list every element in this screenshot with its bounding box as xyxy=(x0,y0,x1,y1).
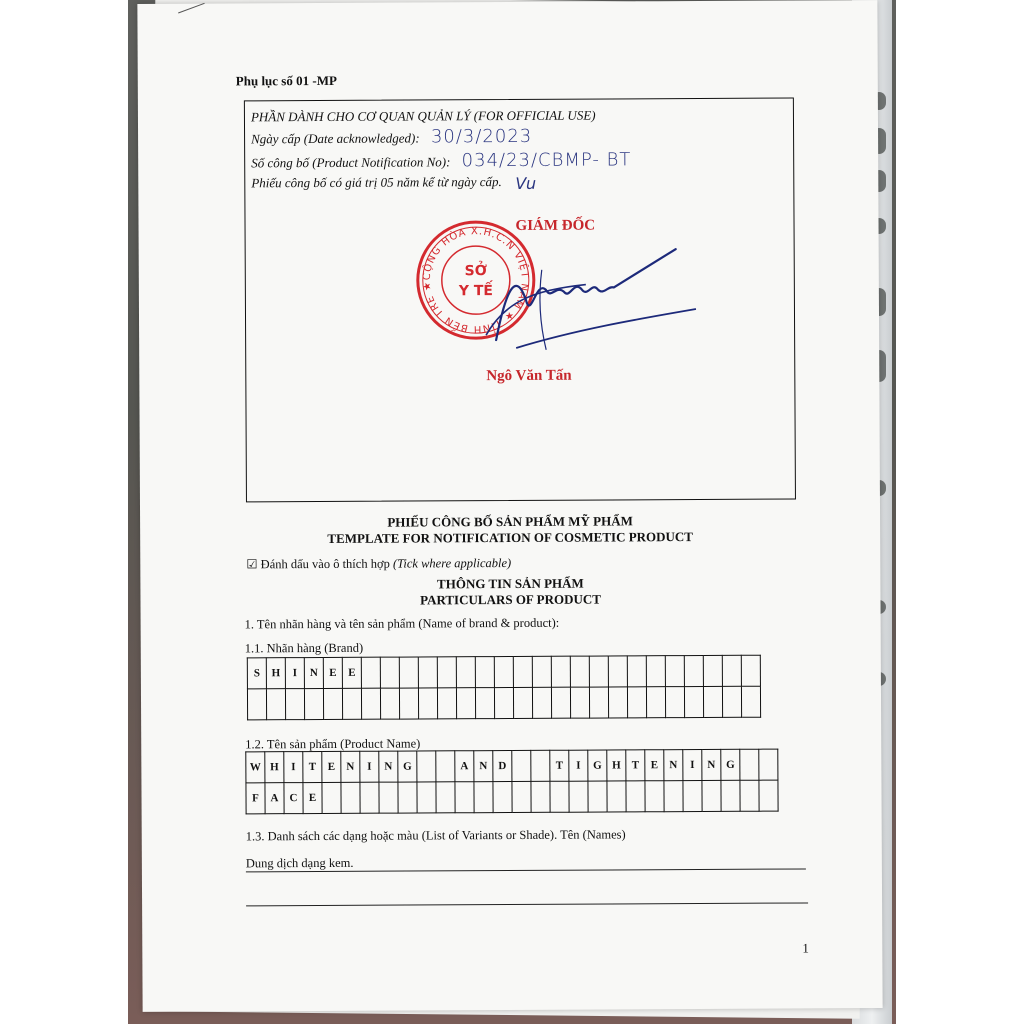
letter-cell xyxy=(417,751,436,782)
letter-cell xyxy=(741,655,760,686)
product-name-grid xyxy=(245,749,778,815)
letter-cell xyxy=(702,780,721,811)
letter-cell xyxy=(342,688,361,719)
letter-cell: N xyxy=(474,751,493,782)
variant-value: Dung dịch dạng kem. xyxy=(245,855,354,871)
letter-cell xyxy=(436,782,455,813)
letter-cell xyxy=(588,781,607,812)
official-use-header: PHẦN DÀNH CHO CƠ QUAN QUẢN LÝ (FOR OFFICIAL USE) xyxy=(250,107,596,125)
letter-cell: H xyxy=(607,750,626,781)
date-acknowledged-row xyxy=(251,126,532,148)
letter-cell xyxy=(455,782,474,813)
letter-cell xyxy=(665,656,684,687)
item-1-1-label: 1.1. Nhãn hàng (Brand) xyxy=(244,640,364,656)
section-title-vi: THÔNG TIN SẢN PHẨM xyxy=(436,575,584,592)
letter-cell: E xyxy=(303,782,322,813)
letter-cell xyxy=(418,657,437,688)
letter-cell: I xyxy=(360,751,379,782)
letter-cell xyxy=(494,656,513,687)
letter-cell: N xyxy=(702,749,721,780)
letter-cell xyxy=(703,686,722,717)
grid-row xyxy=(246,749,778,783)
letter-cell: T xyxy=(626,750,645,781)
letter-cell xyxy=(436,751,455,782)
item-1-label: 1. Tên nhãn hàng và tên sản phẩm (Name of brand & product): xyxy=(244,615,560,632)
grid-row xyxy=(247,655,760,689)
annex-label: Phụ lục số 01 -MP xyxy=(235,72,337,89)
letter-cell: N xyxy=(304,657,323,688)
date-acknowledged-value: 30/3/2023 xyxy=(430,125,533,148)
section-title-en: PARTICULARS OF PRODUCT xyxy=(420,591,601,608)
letter-cell: D xyxy=(493,750,512,781)
letter-cell: I xyxy=(285,658,304,689)
letter-cell xyxy=(531,781,550,812)
official-use-box xyxy=(244,98,796,503)
notification-number-value: 034/23/CBMP- BT xyxy=(461,149,632,172)
signer-name: Ngô Văn Tấn xyxy=(486,367,572,385)
stamp-center-line1: SỞ xyxy=(464,263,487,280)
brand-grid xyxy=(247,655,761,721)
letter-cell xyxy=(399,688,418,719)
letter-cell: G xyxy=(588,750,607,781)
handwritten-initial: Vu xyxy=(515,173,537,193)
letter-cell xyxy=(512,750,531,781)
background-right xyxy=(896,0,1024,1024)
letter-cell xyxy=(474,782,493,813)
letter-cell xyxy=(589,656,608,687)
letter-cell xyxy=(759,780,778,811)
letter-cell xyxy=(247,689,266,720)
letter-cell xyxy=(379,782,398,813)
notification-number-row xyxy=(251,149,631,172)
letter-cell xyxy=(322,782,341,813)
letter-cell xyxy=(398,782,417,813)
letter-cell: E xyxy=(342,657,361,688)
letter-cell xyxy=(323,688,342,719)
letter-cell: I xyxy=(284,752,303,783)
letter-cell: S xyxy=(247,658,266,689)
letter-cell xyxy=(646,656,665,687)
letter-cell xyxy=(607,781,626,812)
letter-cell xyxy=(512,781,531,812)
letter-cell: E xyxy=(645,750,664,781)
director-title: GIÁM ĐỐC xyxy=(515,217,596,234)
letter-cell: E xyxy=(323,657,342,688)
letter-cell xyxy=(418,688,437,719)
letter-cell xyxy=(570,656,589,687)
pencil-mark xyxy=(178,3,205,14)
letter-cell xyxy=(722,686,741,717)
letter-cell: H xyxy=(266,658,285,689)
letter-cell: T xyxy=(303,751,322,782)
letter-cell: T xyxy=(550,750,569,781)
letter-cell xyxy=(361,688,380,719)
letter-cell: N xyxy=(341,751,360,782)
letter-cell xyxy=(361,657,380,688)
letter-cell xyxy=(341,782,360,813)
letter-cell xyxy=(740,780,759,811)
letter-cell xyxy=(684,686,703,717)
letter-cell xyxy=(683,780,702,811)
letter-cell xyxy=(551,687,570,718)
letter-cell xyxy=(437,657,456,688)
stamp-ring-text: CỘNG HÒA X.H.C.N VIỆT NAM ★ TỈNH BẾN TRE ★ xyxy=(421,226,530,335)
letter-cell xyxy=(493,781,512,812)
grid-row xyxy=(246,780,778,814)
letter-cell xyxy=(608,656,627,687)
letter-cell xyxy=(399,657,418,688)
letter-cell: I xyxy=(683,749,702,780)
letter-cell xyxy=(721,780,740,811)
letter-cell xyxy=(475,657,494,688)
letter-cell: G xyxy=(721,749,740,780)
letter-cell xyxy=(703,655,722,686)
letter-cell xyxy=(266,689,285,720)
letter-cell xyxy=(589,687,608,718)
form-title-en: TEMPLATE FOR NOTIFICATION OF COSMETIC PRODUCT xyxy=(327,529,693,546)
letter-cell xyxy=(722,655,741,686)
letter-cell: I xyxy=(569,750,588,781)
letter-cell xyxy=(664,781,683,812)
letter-cell: F xyxy=(246,783,265,814)
tick-instruction-vi: Đánh dấu vào ô thích hợp xyxy=(260,556,390,572)
letter-cell xyxy=(569,781,588,812)
letter-cell: E xyxy=(322,751,341,782)
letter-cell: N xyxy=(379,751,398,782)
letter-cell xyxy=(741,686,760,717)
letter-cell xyxy=(285,689,304,720)
letter-cell xyxy=(417,782,436,813)
letter-cell xyxy=(532,687,551,718)
validity-note: Phiếu công bố có giá trị 05 năm kể từ ngày cấp. xyxy=(251,174,502,191)
item-1-2-label: 1.2. Tên sản phẩm (Product Name) xyxy=(245,736,421,752)
letter-cell xyxy=(665,687,684,718)
notification-number-label: Số công bố (Product Notification No): xyxy=(251,154,451,171)
letter-cell xyxy=(456,688,475,719)
letter-cell xyxy=(437,688,456,719)
letter-cell xyxy=(494,687,513,718)
variant-rule-2 xyxy=(246,902,808,906)
letter-cell xyxy=(532,656,551,687)
letter-cell: W xyxy=(246,752,265,783)
date-acknowledged-label: Ngày cấp (Date acknowledged): xyxy=(251,130,420,147)
letter-cell xyxy=(360,782,379,813)
letter-cell: N xyxy=(664,750,683,781)
form-title-vi: PHIẾU CÔNG BỐ SẢN PHẨM MỸ PHẨM xyxy=(387,513,633,530)
letter-cell: H xyxy=(265,752,284,783)
checked-box-icon: ☑ xyxy=(246,557,258,572)
letter-cell xyxy=(513,687,532,718)
letter-cell xyxy=(684,655,703,686)
letter-cell: A xyxy=(455,751,474,782)
letter-cell xyxy=(531,750,550,781)
letter-cell xyxy=(759,749,778,780)
grid-row xyxy=(247,686,760,720)
letter-cell xyxy=(570,687,589,718)
tick-instruction-en: (Tick where applicable) xyxy=(392,555,512,571)
letter-cell xyxy=(627,656,646,687)
letter-cell xyxy=(550,781,569,812)
letter-cell xyxy=(551,656,570,687)
letter-cell xyxy=(627,687,646,718)
page-number: 1 xyxy=(802,940,809,956)
document-page xyxy=(137,0,882,1012)
stamp-center-line2: Y TẾ xyxy=(458,283,493,300)
letter-cell: C xyxy=(284,783,303,814)
letter-cell xyxy=(304,688,323,719)
letter-cell xyxy=(380,657,399,688)
letter-cell: G xyxy=(398,751,417,782)
item-1-3-label: 1.3. Danh sách các dạng hoặc màu (List of Variants or Shade). Tên (Names) xyxy=(245,827,626,844)
letter-cell xyxy=(646,687,665,718)
letter-cell xyxy=(626,781,645,812)
letter-cell xyxy=(740,749,759,780)
background-left xyxy=(0,0,128,1024)
letter-cell xyxy=(475,688,494,719)
letter-cell xyxy=(456,657,475,688)
letter-cell xyxy=(608,687,627,718)
letter-cell xyxy=(645,781,664,812)
letter-cell xyxy=(380,688,399,719)
letter-cell: A xyxy=(265,783,284,814)
tick-instruction xyxy=(246,555,511,572)
letter-cell xyxy=(513,656,532,687)
director-signature xyxy=(446,229,707,360)
